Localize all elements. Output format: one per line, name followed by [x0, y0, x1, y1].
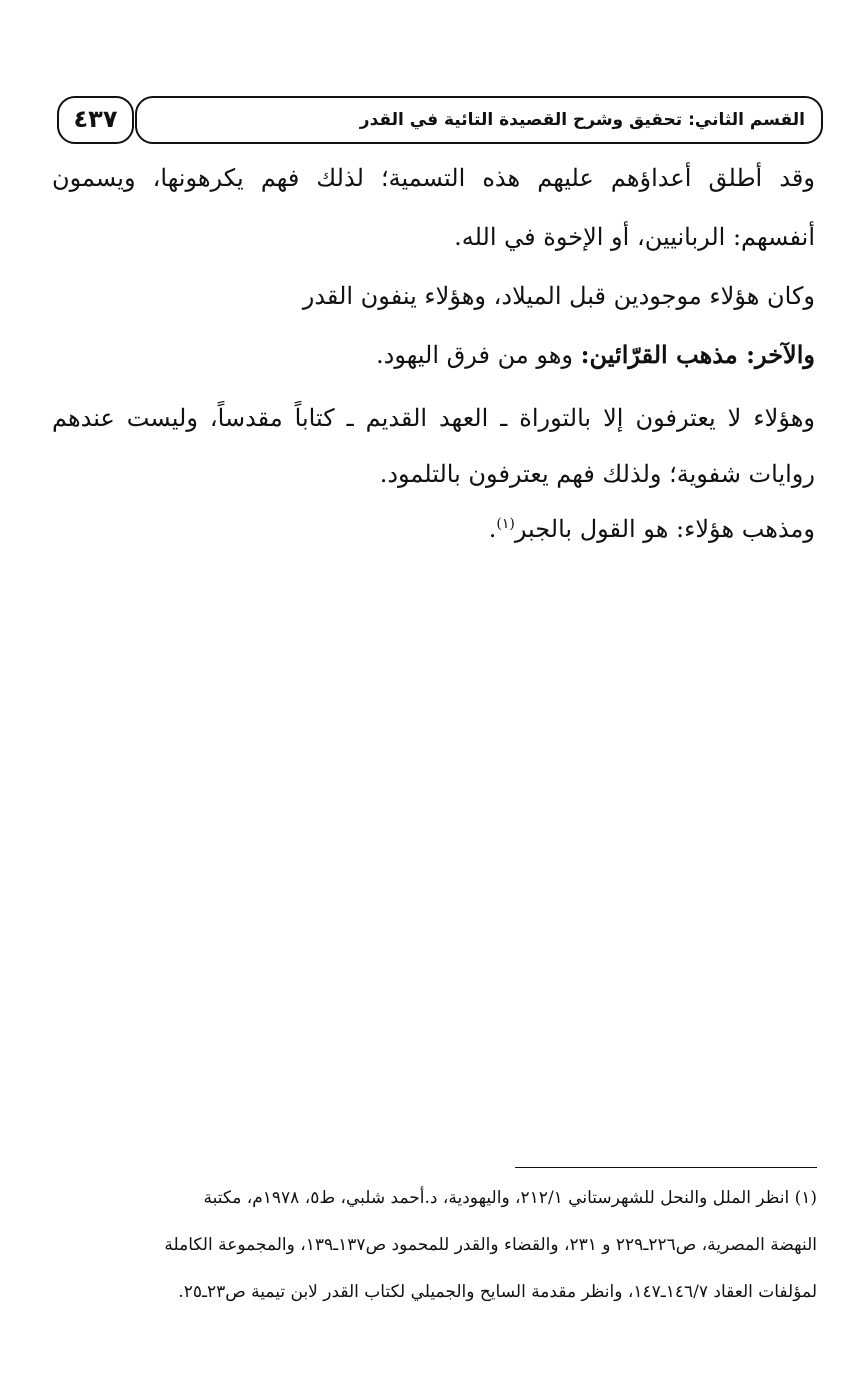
body-line-1: وقد أطلق أعداؤهم عليهم هذه التسمية؛ لذلك فهم يكرهونها، ويسمون [52, 164, 815, 192]
body-line-6: روايات شفوية؛ ولذلك فهم يعترفون بالتلمود. [379, 460, 815, 488]
body-line-7 [489, 515, 815, 544]
body-line-4 [376, 341, 815, 370]
body-line-7-text: ومذهب هؤلاء: هو القول بالجبر [514, 515, 815, 543]
header-title: القسم الثاني: تحقيق وشرح القصيدة التائية في القدر [359, 110, 805, 130]
page-number-box [57, 96, 134, 144]
body-line-5: وهؤلاء لا يعترفون إلا بالتوراة ـ العهد القديم ـ كتاباً مقدساً، وليست عندهم [52, 404, 815, 432]
body-line-3: وكان هؤلاء موجودين قبل الميلاد، وهؤلاء ينفون القدر [302, 282, 815, 310]
footnote-line-1: (١) انظر الملل والنحل للشهرستاني ٢١٢/١، واليهودية، د.أحمد شلبي، ط٥، ١٩٧٨م، مكتبة [203, 1188, 817, 1208]
footnote-reference[interactable]: (١) [496, 516, 515, 532]
footnote-line-3: لمؤلفات العقاد ١٤٦/٧ـ١٤٧، وانظر مقدمة السايح والجميلي لكتاب القدر لابن تيمية ص٢٣ـ٢٥. [178, 1282, 817, 1302]
footnote-line-2: النهضة المصرية، ص٢٢٦ـ٢٢٩ و ٢٣١، والقضاء والقدر للمحمود ص١٣٧ـ١٣٩، والمجموعة الكاملة [164, 1235, 817, 1255]
madhhab-qaraim-heading: والآخر: مذهب القرّائين: [580, 340, 815, 369]
body-line-7-end: . [488, 515, 497, 543]
footnote-separator [515, 1167, 817, 1168]
body-line-2: أنفسهم: الربانيين، أو الإخوة في الله. [454, 223, 815, 251]
running-header [135, 96, 823, 144]
page-number: ٤٣٧ [73, 105, 118, 133]
body-line-4-rest: وهو من فرق اليهود. [376, 341, 581, 369]
